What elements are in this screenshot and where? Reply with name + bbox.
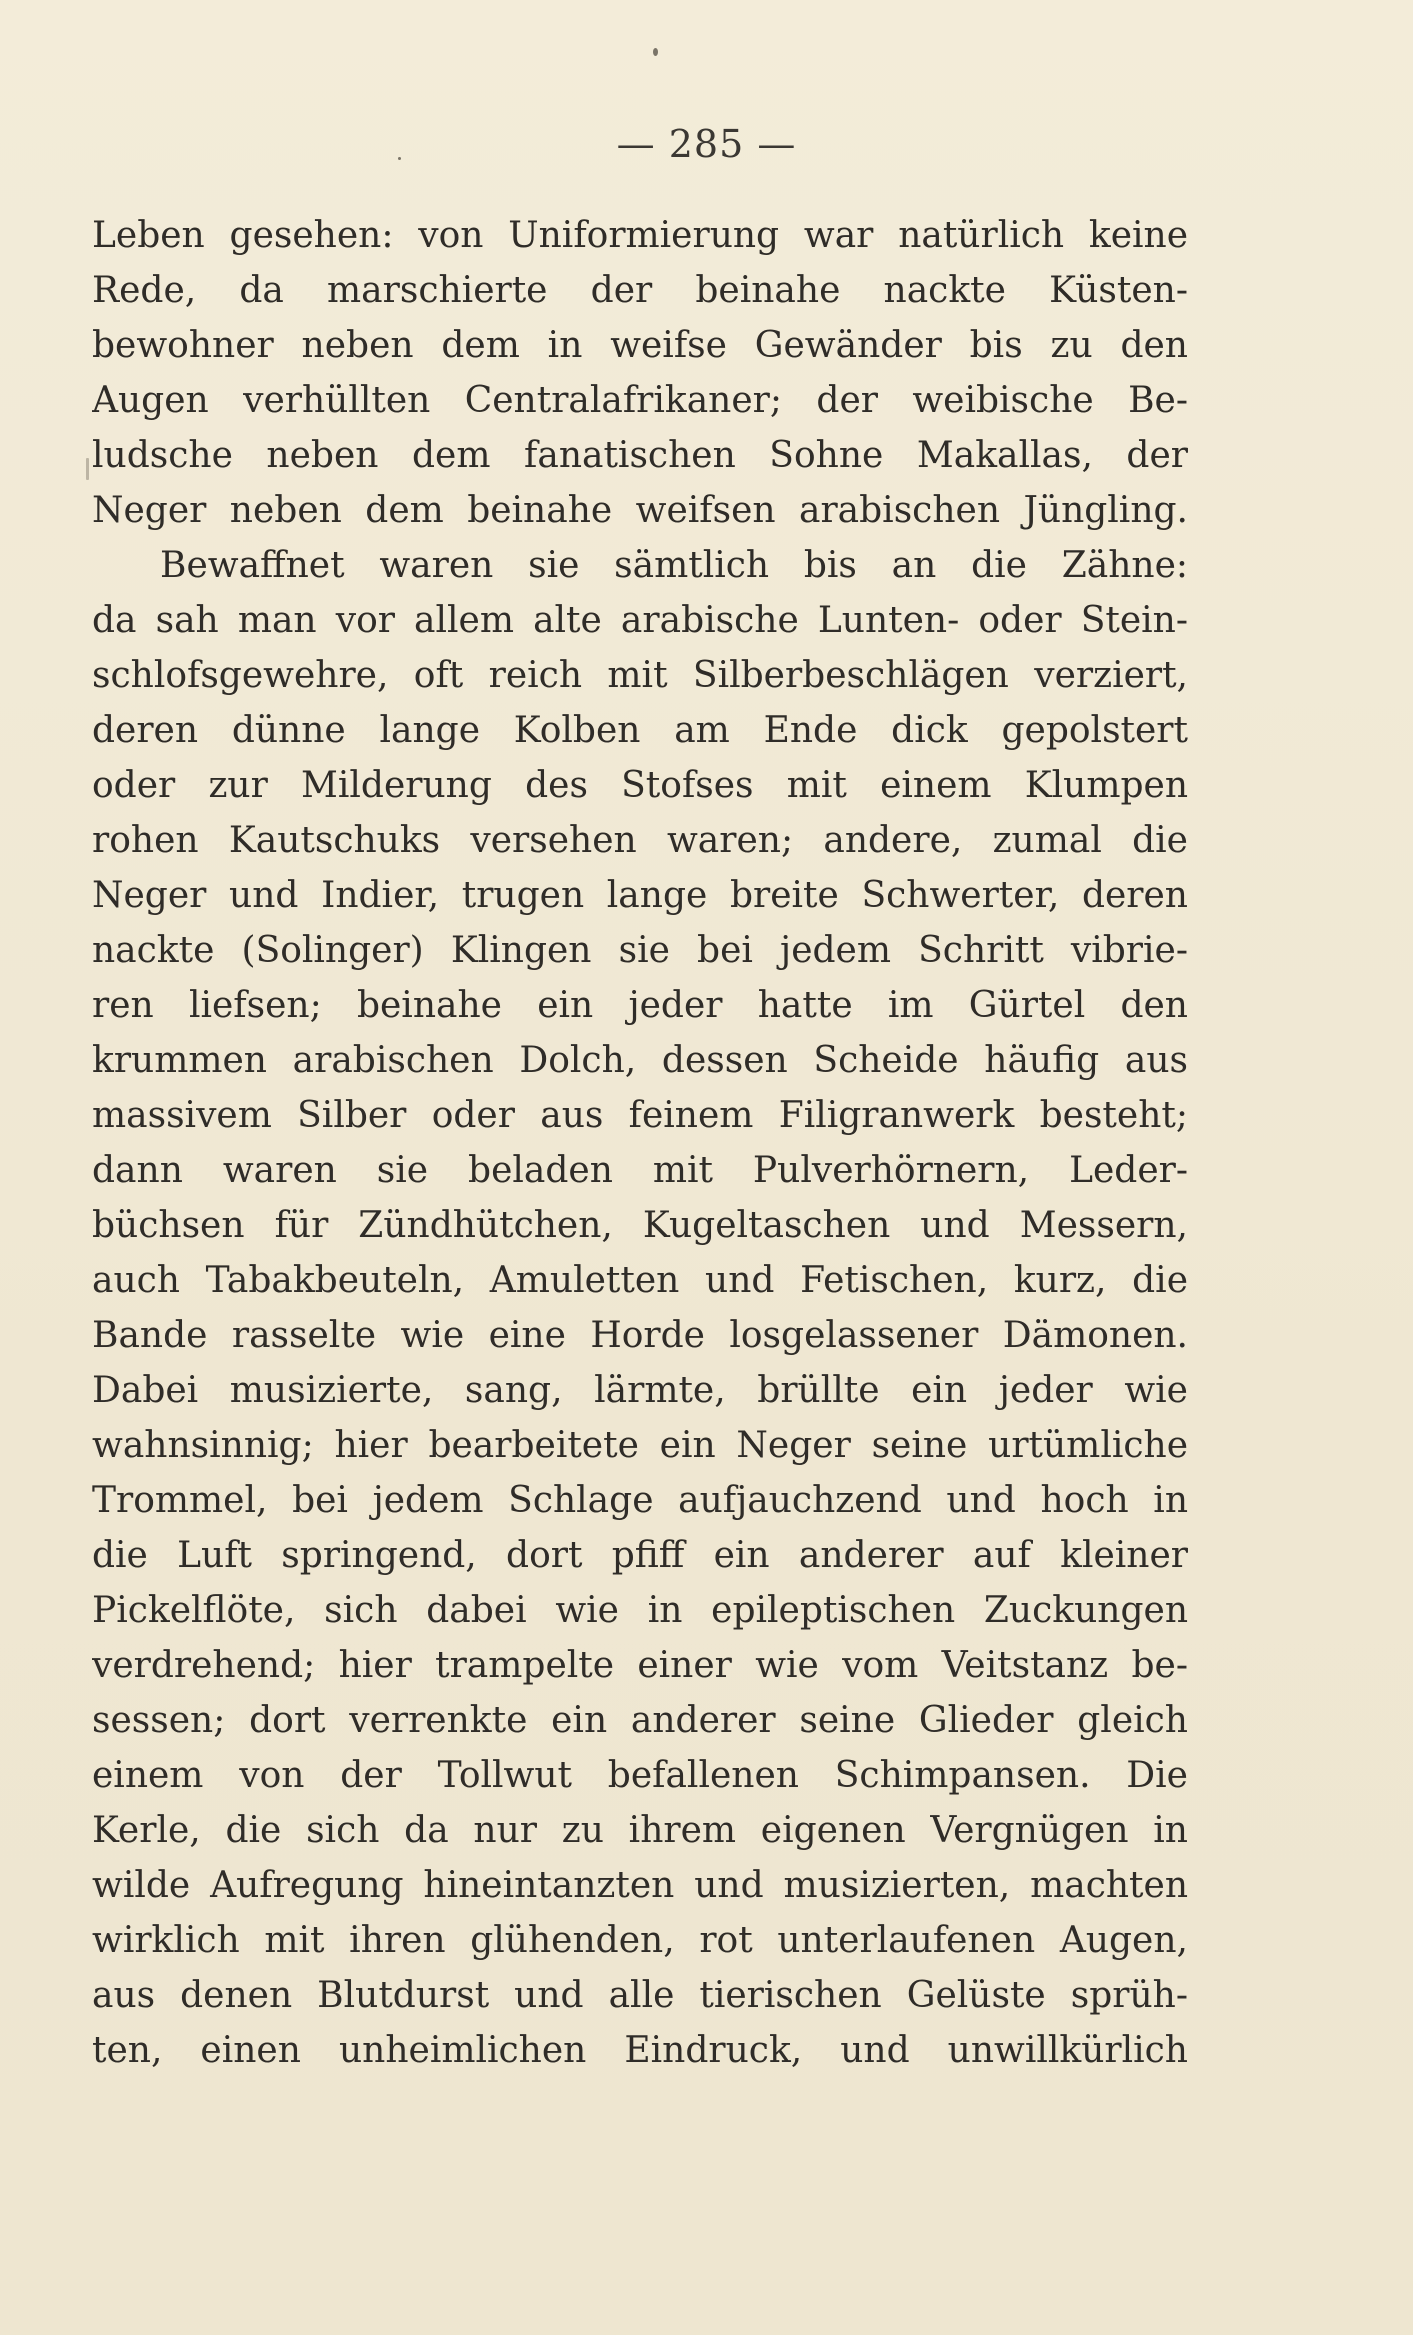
text-line: massivem Silber oder aus feinem Filigranwerk besteht; — [92, 1095, 1188, 1136]
text-line: Trommel, bei jedem Schlage aufjauchzend und hoch in — [92, 1480, 1188, 1521]
text-line: Dabei musizierte, sang, lärmte, brüllte ein jeder wie — [92, 1370, 1188, 1411]
ink-speck — [86, 458, 89, 480]
text-line: einem von der Tollwut befallenen Schimpansen. Die — [92, 1755, 1188, 1796]
ink-speck — [653, 48, 658, 56]
text-line: Bewaffnet waren sie sämtlich bis an die Zähne: — [160, 545, 1188, 586]
text-line: verdrehend; hier trampelte einer wie vom Veitstanz be- — [92, 1645, 1188, 1686]
text-line: büchsen für Zündhütchen, Kugeltaschen und Messern, — [92, 1205, 1188, 1246]
text-line: Neger und Indier, trugen lange breite Schwerter, deren — [92, 875, 1188, 916]
text-line: rohen Kautschuks versehen waren; andere, zumal die — [92, 820, 1188, 861]
text-line: Augen verhüllten Centralafrikaner; der weibische Be- — [92, 380, 1188, 421]
page-number: — 285 — — [616, 122, 797, 166]
text-line: krummen arabischen Dolch, dessen Scheide häufig aus — [92, 1040, 1188, 1081]
text-line: ludsche neben dem fanatischen Sohne Makallas, der — [92, 435, 1188, 476]
text-line: wirklich mit ihren glühenden, rot unterlaufenen Augen, — [92, 1920, 1188, 1961]
text-line: oder zur Milderung des Stofses mit einem Klumpen — [92, 765, 1188, 806]
text-line: dann waren sie beladen mit Pulverhörnern, Leder- — [92, 1150, 1188, 1191]
text-line: deren dünne lange Kolben am Ende dick gepolstert — [92, 710, 1188, 751]
text-line: Pickelflöte, sich dabei wie in epileptischen Zuckungen — [92, 1590, 1188, 1631]
text-line: ten, einen unheimlichen Eindruck, und unwillkürlich — [92, 2030, 1188, 2071]
text-line: bewohner neben dem in weifse Gewänder bis zu den — [92, 325, 1188, 366]
text-line: sessen; dort verrenkte ein anderer seine Glieder gleich — [92, 1700, 1188, 1741]
text-line: schlofsgewehre, oft reich mit Silberbeschlägen verziert, — [92, 655, 1188, 696]
text-line: Kerle, die sich da nur zu ihrem eigenen Vergnügen in — [92, 1810, 1188, 1851]
text-line: da sah man vor allem alte arabische Lunten- oder Stein- — [92, 600, 1188, 641]
text-line: wilde Aufregung hineintanzten und musizierten, machten — [92, 1865, 1188, 1906]
text-line: auch Tabakbeuteln, Amuletten und Fetischen, kurz, die — [92, 1260, 1188, 1301]
text-line: Leben gesehen: von Uniformierung war natürlich keine — [92, 215, 1188, 256]
text-line: Rede, da marschierte der beinahe nackte Küsten- — [92, 270, 1188, 311]
text-line: nackte (Solinger) Klingen sie bei jedem Schritt vibrie- — [92, 930, 1188, 971]
text-line: aus denen Blutdurst und alle tierischen Gelüste sprüh- — [92, 1975, 1188, 2016]
text-line: Bande rasselte wie eine Horde losgelassener Dämonen. — [92, 1315, 1188, 1356]
text-line: ren liefsen; beinahe ein jeder hatte im Gürtel den — [92, 985, 1188, 1026]
text-line: wahnsinnig; hier bearbeitete ein Neger seine urtümliche — [92, 1425, 1188, 1466]
text-line: die Luft springend, dort pfiff ein anderer auf kleiner — [92, 1535, 1188, 1576]
body-text — [92, 208, 1188, 2078]
text-line: Neger neben dem beinahe weifsen arabischen Jüngling. — [92, 490, 1188, 531]
